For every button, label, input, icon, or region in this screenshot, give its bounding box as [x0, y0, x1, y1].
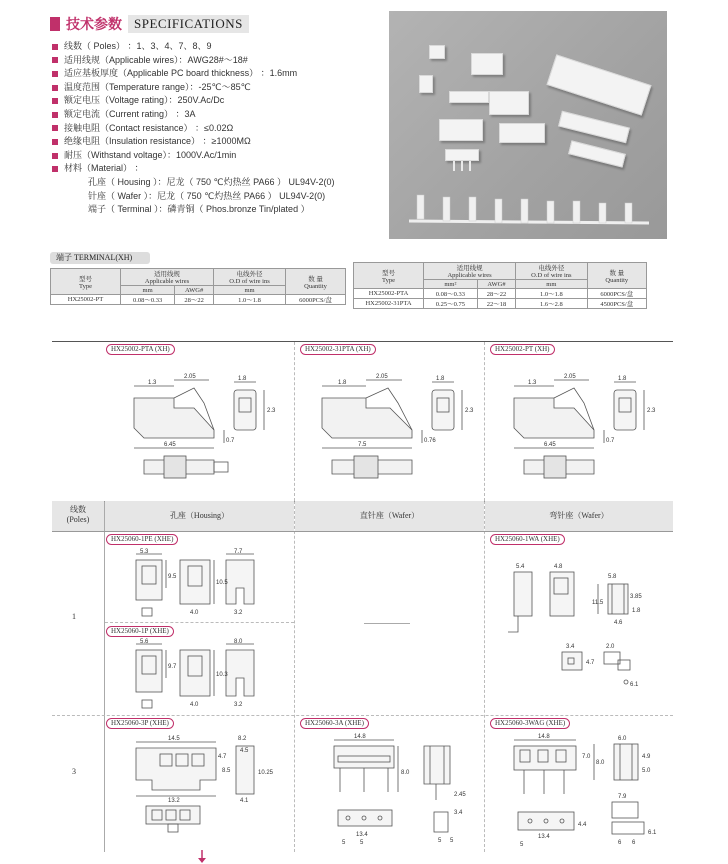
title-en: SPECIFICATIONS — [128, 15, 249, 33]
wafer-angle-drawing — [494, 730, 670, 850]
wafer-drawing — [304, 730, 482, 850]
svg-text:1.8: 1.8 — [618, 376, 627, 382]
svg-text:10.25: 10.25 — [258, 770, 274, 776]
housing-drawing — [114, 730, 284, 850]
connector-part — [547, 54, 652, 115]
svg-text:4.4: 4.4 — [578, 822, 587, 828]
svg-text:5: 5 — [450, 838, 454, 844]
svg-text:2.05: 2.05 — [184, 374, 196, 380]
svg-text:2.3: 2.3 — [465, 408, 474, 414]
terminal-table-2: 型号 Type 适用线规 Applicable wires 电线外径 O.D of wire ins 数 量 Quantity mm² AWG# mm HX25002-PTA 0.08～0.33 28～22 1.0～1.8 6000PCS/盘 HX25002-31PTA 0.25～0.75 22～18 1.6～2.8 4500PCS/盘 — [353, 262, 647, 309]
svg-text:0.76: 0.76 — [424, 438, 436, 444]
svg-text:5.0: 5.0 — [642, 768, 651, 774]
part-label: HX25060-3WAG (XHE) — [490, 718, 570, 729]
svg-text:2.0: 2.0 — [606, 644, 615, 650]
part-label: HX25060-3P (XHE) — [106, 718, 174, 729]
part-label: HX25060-1PE (XHE) — [106, 534, 178, 545]
svg-text:0.7: 0.7 — [226, 438, 235, 444]
svg-text:3.85: 3.85 — [630, 594, 642, 600]
connector-part — [429, 45, 445, 59]
svg-text:4.8: 4.8 — [554, 564, 563, 570]
svg-text:8.2: 8.2 — [238, 736, 247, 742]
svg-text:4.5: 4.5 — [240, 748, 249, 754]
svg-text:7.0: 7.0 — [582, 754, 591, 760]
bullet-icon — [52, 139, 58, 145]
svg-text:13.2: 13.2 — [168, 798, 180, 804]
connector-part — [499, 123, 545, 143]
svg-text:8.5: 8.5 — [222, 768, 231, 774]
connector-part — [439, 119, 483, 141]
svg-text:8.0: 8.0 — [401, 770, 410, 776]
svg-text:4.1: 4.1 — [240, 798, 249, 804]
svg-text:9.5: 9.5 — [168, 574, 177, 580]
svg-text:14.8: 14.8 — [538, 734, 550, 740]
terminal-label: 端子 TERMINAL(XH) — [50, 252, 150, 264]
svg-text:7.7: 7.7 — [234, 549, 243, 555]
table-row: HX25002-PT 0.08～0.33 28～22 1.0～1.8 6000PCS/盘 — [51, 295, 346, 305]
svg-text:1.8: 1.8 — [436, 376, 445, 382]
bullet-icon — [52, 125, 58, 131]
bullet-icon — [52, 98, 58, 104]
table-row: HX25002-31PTA 0.25～0.75 22～18 1.6～2.8 4500PCS/盘 — [354, 299, 647, 309]
connector-part — [489, 91, 529, 115]
connector-part — [449, 91, 489, 103]
svg-text:6.45: 6.45 — [544, 442, 556, 448]
part-label: HX25002-PTA (XH) — [106, 344, 175, 355]
svg-text:3.2: 3.2 — [234, 610, 243, 616]
svg-text:13.4: 13.4 — [356, 832, 368, 838]
svg-text:2.3: 2.3 — [267, 408, 276, 414]
spec-item: 线数（ Poles） ：1、3、4、7、8、9 — [52, 40, 382, 54]
terminal-drawing — [114, 368, 284, 493]
svg-text:2.05: 2.05 — [564, 374, 576, 380]
svg-text:5: 5 — [520, 842, 524, 848]
svg-text:10.5: 10.5 — [216, 580, 228, 586]
svg-text:1.8: 1.8 — [238, 376, 247, 382]
connector-part — [568, 140, 626, 167]
svg-text:4.0: 4.0 — [190, 610, 199, 616]
svg-text:1.8: 1.8 — [632, 608, 641, 614]
poles-value: 3 — [72, 767, 76, 776]
spec-item: 温度范围（Temperature range）：-25℃～85℃ — [52, 81, 382, 95]
svg-text:6.1: 6.1 — [648, 830, 657, 836]
arrow-down-icon — [197, 850, 207, 864]
terminal-strip-illustration — [409, 189, 649, 229]
svg-text:5.6: 5.6 — [140, 639, 149, 645]
connector-part — [558, 111, 630, 143]
poles-header: 线数 (Poles) — [66, 505, 90, 524]
drawing-grid — [52, 341, 673, 851]
svg-text:14.5: 14.5 — [168, 736, 180, 742]
svg-text:11.5: 11.5 — [592, 600, 604, 606]
svg-text:4.7: 4.7 — [218, 754, 227, 760]
svg-text:5.4: 5.4 — [516, 564, 525, 570]
product-photo — [389, 11, 667, 239]
svg-text:6: 6 — [632, 840, 636, 846]
svg-text:9.7: 9.7 — [168, 664, 177, 670]
svg-text:1.8: 1.8 — [338, 380, 347, 386]
svg-text:10.3: 10.3 — [216, 672, 228, 678]
part-label: HX25002-PT (XH) — [490, 344, 555, 355]
svg-text:6: 6 — [618, 840, 622, 846]
svg-text:6.0: 6.0 — [618, 736, 627, 742]
bullet-icon — [52, 44, 58, 50]
part-label: HX25060-1P (XHE) — [106, 626, 174, 637]
svg-text:8.0: 8.0 — [596, 760, 605, 766]
svg-text:7.9: 7.9 — [618, 794, 627, 800]
svg-text:2.3: 2.3 — [647, 408, 656, 414]
svg-text:0.7: 0.7 — [606, 438, 615, 444]
empty-cell-dash — [364, 623, 410, 624]
spec-item: 绝缘电阻（Insulation resistance） ：≥1000MΩ — [52, 135, 382, 149]
part-label: HX25060-1WA (XHE) — [490, 534, 565, 545]
table-row: HX25002-PTA 0.08～0.33 28～22 1.0～1.8 6000PCS/盘 — [354, 289, 647, 299]
svg-text:5: 5 — [342, 840, 346, 846]
spec-item: 适用线规（Applicable wires）：AWG28#～18# — [52, 54, 382, 68]
part-label: HX25060-3A (XHE) — [300, 718, 369, 729]
wafer-angle-drawing — [494, 548, 670, 698]
terminal-drawing — [302, 368, 482, 493]
svg-text:2.05: 2.05 — [376, 374, 388, 380]
spec-item: 额定电流（Current rating） ：3A — [52, 108, 382, 122]
svg-text:1.3: 1.3 — [148, 380, 157, 386]
poles-value: 1 — [72, 612, 76, 621]
bullet-icon — [52, 166, 58, 172]
svg-text:4.9: 4.9 — [642, 754, 651, 760]
housing-drawing — [114, 638, 284, 714]
connector-part — [471, 53, 503, 75]
terminal-table-1: 型号 Type 适用线规 Applicable wires 电线外径 O.D of wire ins 数 量 Quantity mm AWG# mm HX25002-PT 0.08～0.33 28～22 1.0～1.8 6000PCS/盘 — [50, 268, 346, 305]
bullet-icon — [52, 71, 58, 77]
svg-text:4.0: 4.0 — [190, 702, 199, 708]
bullet-icon — [52, 153, 58, 159]
svg-text:13.4: 13.4 — [538, 834, 550, 840]
svg-text:4.6: 4.6 — [614, 620, 623, 626]
bullet-icon — [52, 112, 58, 118]
section-title — [50, 14, 249, 34]
spec-item: 耐压（Withstand voltage）：1000V.Ac/1min — [52, 149, 382, 163]
svg-text:3.4: 3.4 — [566, 644, 575, 650]
terminal-drawing — [494, 368, 664, 493]
connector-part — [419, 75, 433, 93]
wafer-header: 直针座（Wafer） — [359, 511, 420, 520]
svg-text:8.0: 8.0 — [234, 639, 243, 645]
connector-part — [445, 149, 479, 161]
svg-text:4.7: 4.7 — [586, 660, 595, 666]
material-item: 孔座（ Housing ）：尼龙（ 750 ℃灼热丝 PA66 ） UL94V-2(0) — [88, 176, 335, 187]
svg-text:1.3: 1.3 — [528, 380, 537, 386]
spec-list — [52, 40, 382, 217]
wafer-angle-header: 弯针座（Wafer） — [549, 511, 609, 520]
housing-drawing — [114, 548, 284, 622]
spec-item: 材料（Material） ： — [52, 162, 382, 176]
svg-text:3.2: 3.2 — [234, 702, 243, 708]
svg-text:5.3: 5.3 — [140, 549, 149, 555]
material-item: 端子（ Terminal ）：磷青铜（ Phos.bronze Tin/plated ） — [88, 204, 310, 215]
title-cn: 技术参数 — [66, 16, 122, 32]
svg-text:6.45: 6.45 — [164, 442, 176, 448]
spec-item: 接触电阻（Contact resistance） ：≤0.02Ω — [52, 122, 382, 136]
bullet-icon — [52, 57, 58, 63]
housing-header: 孔座（Housing） — [169, 511, 230, 520]
title-marker — [50, 17, 60, 31]
svg-text:3.4: 3.4 — [454, 810, 463, 816]
svg-text:2.45: 2.45 — [454, 792, 466, 798]
bullet-icon — [52, 85, 58, 91]
svg-text:14.8: 14.8 — [354, 734, 366, 740]
part-label: HX25002-31PTA (XH) — [300, 344, 376, 355]
svg-text:5: 5 — [360, 840, 364, 846]
svg-text:5: 5 — [438, 838, 442, 844]
svg-text:6.1: 6.1 — [630, 682, 639, 688]
spec-item: 适应基板厚度（Applicable PC board thickness） ：1.6mm — [52, 67, 382, 81]
material-item: 针座（ Wafer ）：尼龙（ 750 ℃灼热丝 PA66 ） UL94V-2(0) — [88, 190, 326, 201]
svg-text:7.5: 7.5 — [358, 442, 367, 448]
svg-text:5.8: 5.8 — [608, 574, 617, 580]
spec-item: 额定电压（Voltage rating）：250V.Ac/Dc — [52, 94, 382, 108]
